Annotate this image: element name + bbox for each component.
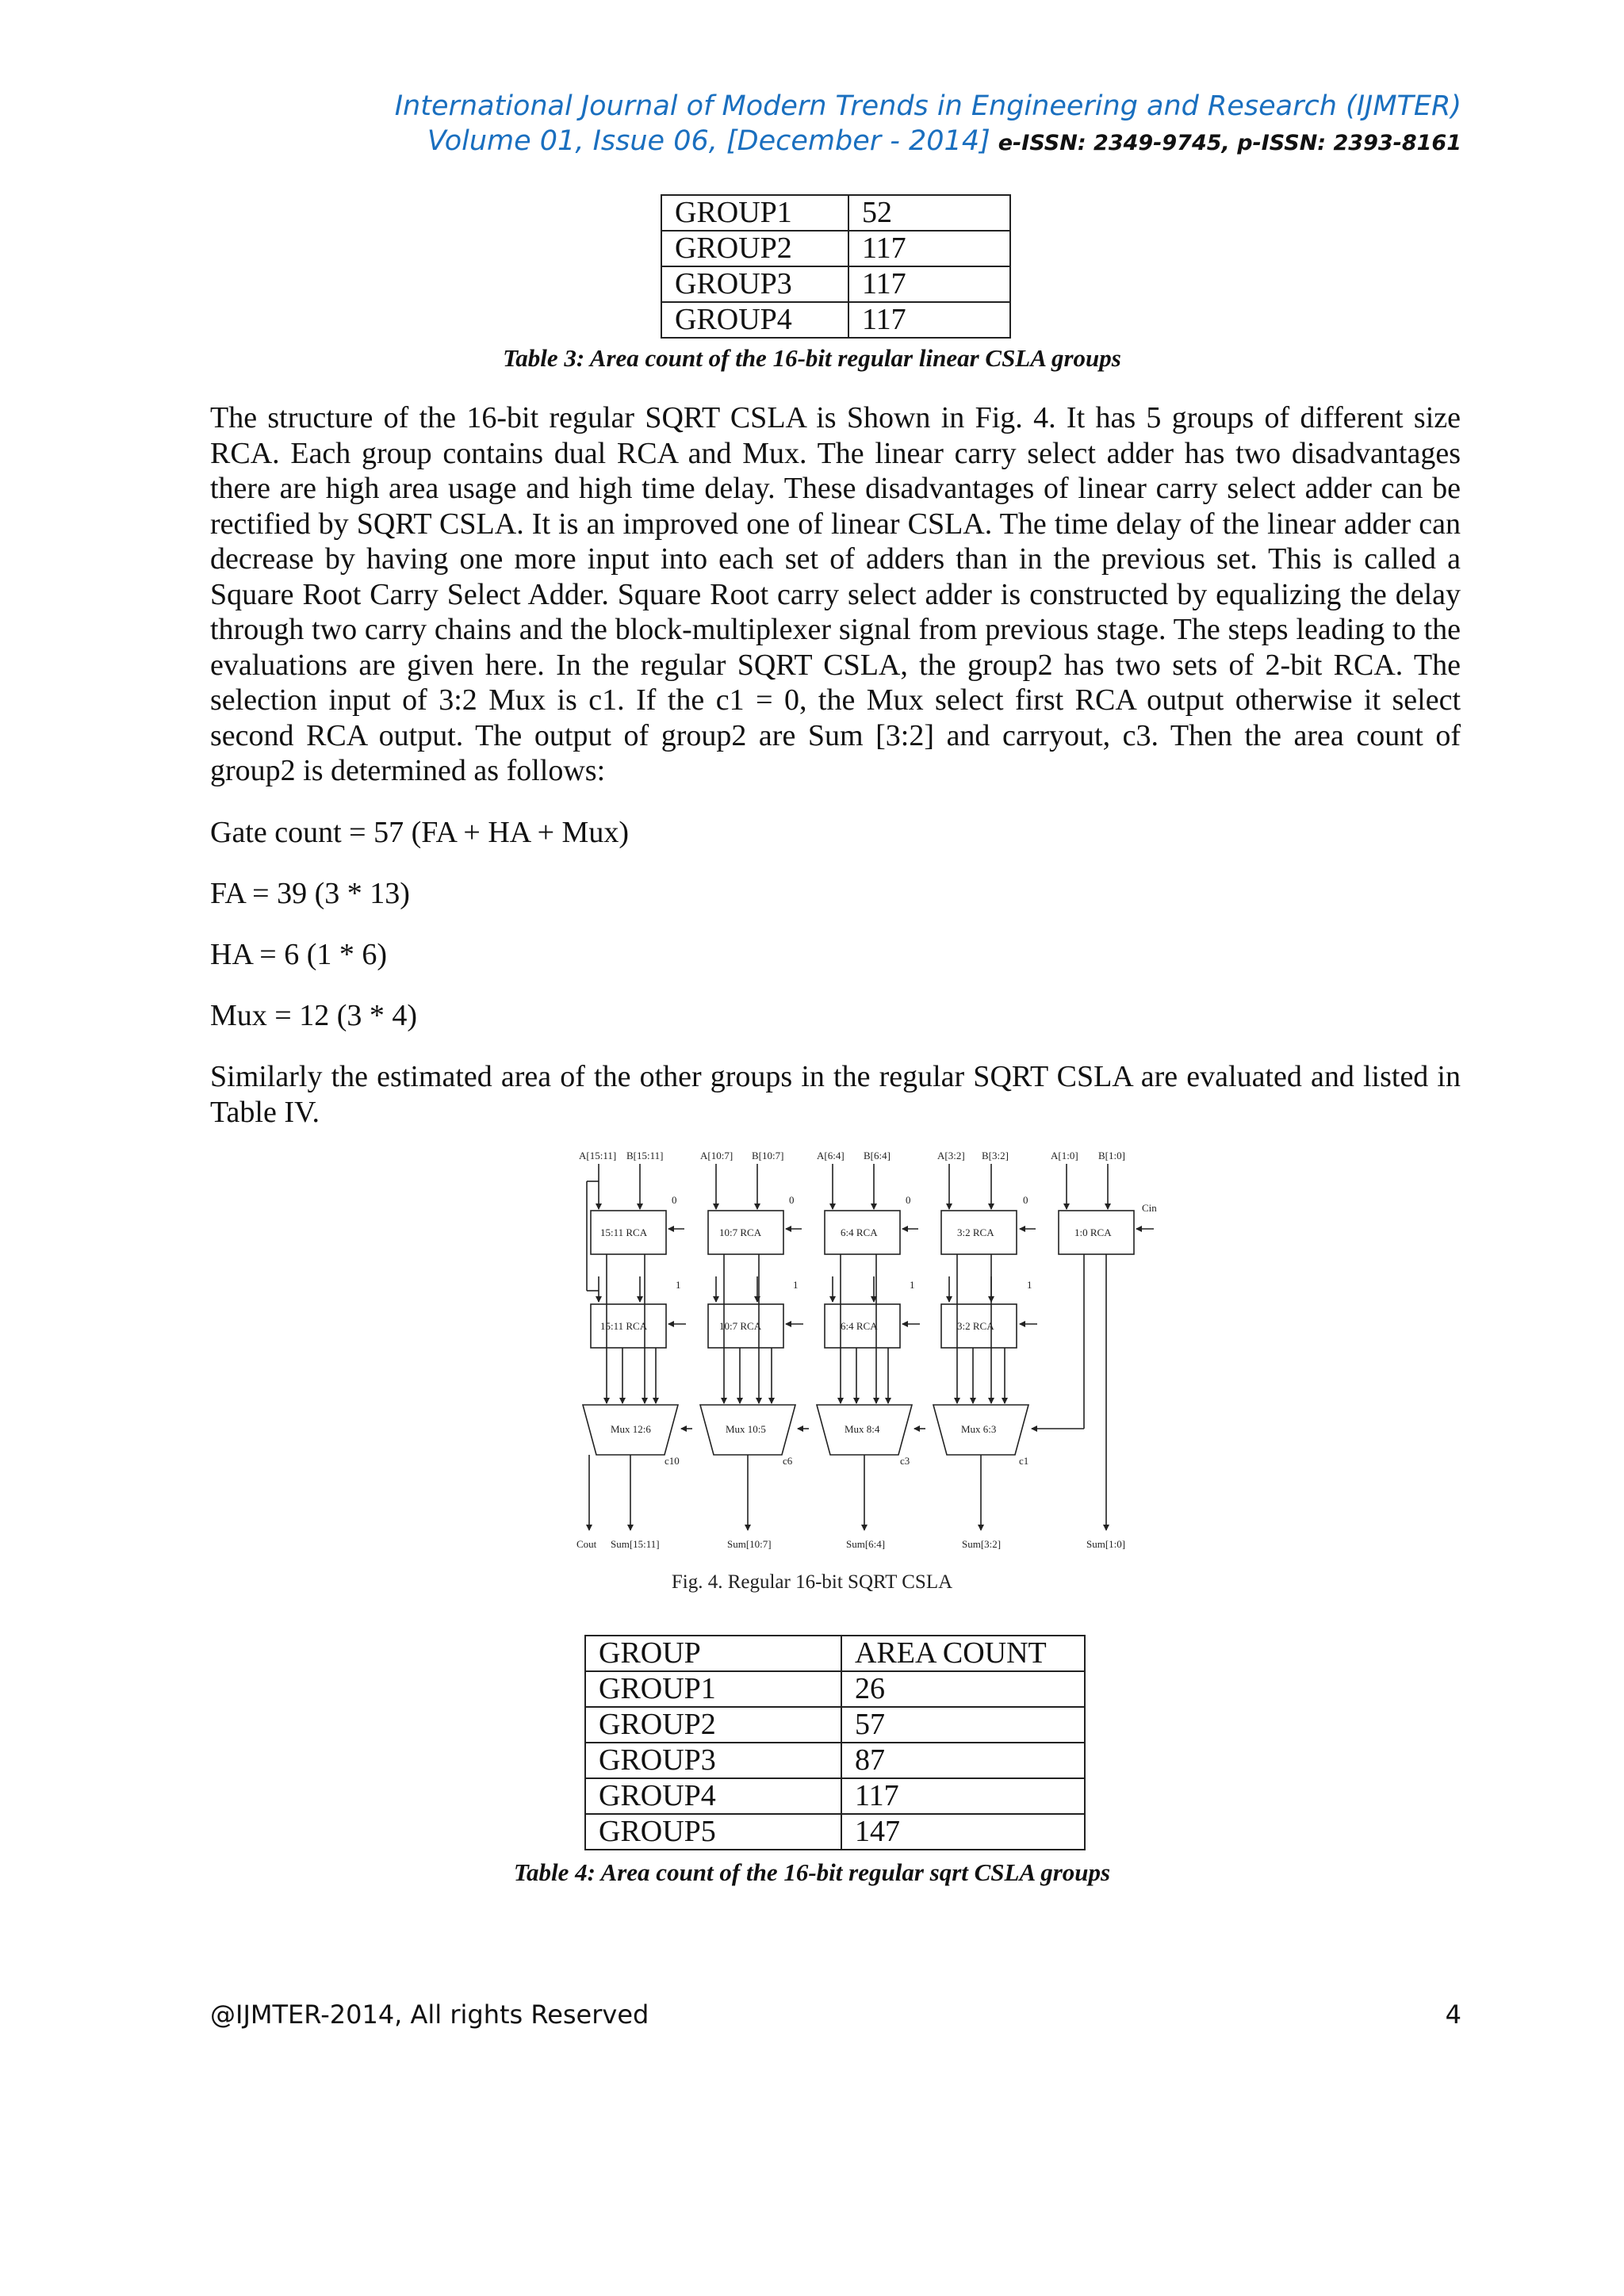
table-row <box>585 1778 1085 1814</box>
carry-in-one: 1 <box>1027 1279 1032 1291</box>
carry-label: c10 <box>665 1455 680 1467</box>
cin-label: Cin <box>1142 1202 1157 1214</box>
rca-label: 3:2 RCA <box>957 1226 994 1238</box>
table-cell: GROUP2 <box>661 231 848 266</box>
table-cell: 117 <box>841 1778 1085 1814</box>
journal-volume-line <box>427 125 1461 157</box>
carry-in-one: 1 <box>793 1279 799 1291</box>
input-label: B[6:4] <box>864 1150 891 1161</box>
table-cell: GROUP5 <box>585 1814 841 1850</box>
input-label: A[3:2] <box>937 1150 965 1161</box>
page-number: 4 <box>1445 1999 1461 2030</box>
body-paragraph-2: Similarly the estimated area of the other groups in the regular SQRT CSLA are evaluated and listed in Table IV. <box>210 1060 1461 1129</box>
table-cell: GROUP4 <box>585 1778 841 1814</box>
output-label: Sum[15:11] <box>611 1538 660 1550</box>
table-row <box>661 266 1010 302</box>
equation-fa: FA = 39 (3 * 13) <box>210 877 410 910</box>
mux-label: Mux 10:5 <box>726 1423 766 1435</box>
output-label: Sum[6:4] <box>846 1538 886 1550</box>
output-label: Sum[10:7] <box>727 1538 772 1550</box>
input-label: B[15:11] <box>626 1150 664 1161</box>
table-3-caption: Table 3: Area count of the 16-bit regular linear CSLA groups <box>503 344 1121 372</box>
figure-4-caption: Fig. 4. Regular 16-bit SQRT CSLA <box>671 1571 953 1593</box>
output-label: Sum[1:0] <box>1086 1538 1126 1550</box>
input-label: A[10:7] <box>700 1150 733 1161</box>
input-label: B[3:2] <box>982 1150 1009 1161</box>
table-cell: GROUP4 <box>661 302 848 338</box>
footer-copyright: @IJMTER-2014, All rights Reserved <box>210 1999 649 2030</box>
carry-label: c6 <box>783 1455 793 1467</box>
table-cell: 87 <box>841 1743 1085 1778</box>
sqrt-csla-diagram <box>551 1150 1157 1562</box>
table-row <box>661 302 1010 338</box>
table-cell: 117 <box>848 266 1010 302</box>
table-cell: GROUP2 <box>585 1707 841 1743</box>
table-cell: GROUP1 <box>585 1671 841 1707</box>
carry-label: c1 <box>1019 1455 1029 1467</box>
table-cell: 147 <box>841 1814 1085 1850</box>
table-cell: 26 <box>841 1671 1085 1707</box>
rca-label: 10:7 RCA <box>719 1320 762 1332</box>
table-row <box>585 1814 1085 1850</box>
rca-label: 6:4 RCA <box>841 1320 878 1332</box>
equation-mux: Mux = 12 (3 * 4) <box>210 999 418 1032</box>
input-label: A[15:11] <box>579 1150 617 1161</box>
table-row <box>585 1671 1085 1707</box>
mux-label: Mux 12:6 <box>611 1423 651 1435</box>
output-label: Sum[3:2] <box>962 1538 1002 1550</box>
table-4-caption: Table 4: Area count of the 16-bit regular sqrt CSLA groups <box>513 1858 1111 1886</box>
table-row <box>661 231 1010 266</box>
input-label: B[1:0] <box>1098 1150 1125 1161</box>
rca-label: 10:7 RCA <box>719 1226 762 1238</box>
carry-in-zero: 0 <box>1023 1194 1028 1206</box>
equation-gate-count: Gate count = 57 (FA + HA + Mux) <box>210 816 629 849</box>
input-label: A[6:4] <box>817 1150 845 1161</box>
table-header-cell: AREA COUNT <box>841 1636 1085 1671</box>
rca-label: 3:2 RCA <box>957 1320 994 1332</box>
table-cell: 117 <box>848 302 1010 338</box>
table-cell: GROUP3 <box>661 266 848 302</box>
journal-volume: Volume 01, Issue 06, [December - 2014] <box>427 125 990 157</box>
table-cell: 117 <box>848 231 1010 266</box>
carry-in-one: 1 <box>910 1279 915 1291</box>
body-paragraph-1: The structure of the 16-bit regular SQRT CSLA is Shown in Fig. 4. It has 5 groups of different size RCA. Each group contains dual RCA and Mux. The linear carry select adder has two disadvantages there are high area usage and high time delay. These disadvantages of linear carry select adder can be rectified by SQRT CSLA. It is an improved one of linear CSLA. The time delay of the linear adder can decrease by having one more input into each set of adders than in the previous set. This is called a Square Root Carry Select Adder. Square Root carry select adder is constructed by equalizing the delay through two carry chains and the block-multiplexer signal from previous stage. The steps leading to the evaluations are given here. In the regular SQRT CSLA, the group2 has two sets of 2-bit RCA. The selection input of 3:2 Mux is c1. If the c1 = 0, the Mux select first RCA output otherwise it select second RCA output. The output of group2 are Sum [3:2] and carryout, c3. Then the area count of group2 is determined as follows: <box>210 401 1461 787</box>
table-cell: 52 <box>848 195 1010 231</box>
rca-label: 1:0 RCA <box>1074 1226 1112 1238</box>
rca-label: 6:4 RCA <box>841 1226 878 1238</box>
output-label: Cout <box>576 1538 597 1550</box>
journal-title: International Journal of Modern Trends in Engineering and Research (IJMTER) <box>394 90 1461 122</box>
mux-label: Mux 8:4 <box>845 1423 880 1435</box>
mux-label: Mux 6:3 <box>961 1423 997 1435</box>
carry-label: c3 <box>900 1455 910 1467</box>
table-row <box>585 1743 1085 1778</box>
table-header-cell: GROUP <box>585 1636 841 1671</box>
table-3 <box>661 194 1011 339</box>
carry-in-one: 1 <box>676 1279 681 1291</box>
rca-label: 15:11 RCA <box>600 1226 648 1238</box>
carry-in-zero: 0 <box>789 1194 795 1206</box>
journal-issn: e-ISSN: 2349-9745, p-ISSN: 2393-8161 <box>998 131 1461 155</box>
table-cell: 57 <box>841 1707 1085 1743</box>
table-header-row <box>585 1636 1085 1671</box>
carry-in-zero: 0 <box>672 1194 677 1206</box>
table-cell: GROUP1 <box>661 195 848 231</box>
input-label: A[1:0] <box>1051 1150 1078 1161</box>
table-cell: GROUP3 <box>585 1743 841 1778</box>
table-4 <box>584 1635 1086 1850</box>
table-row <box>585 1707 1085 1743</box>
table-row <box>661 195 1010 231</box>
carry-in-zero: 0 <box>906 1194 911 1206</box>
equation-ha: HA = 6 (1 * 6) <box>210 938 388 971</box>
input-label: B[10:7] <box>752 1150 784 1161</box>
rca-label: 15:11 RCA <box>600 1320 648 1332</box>
